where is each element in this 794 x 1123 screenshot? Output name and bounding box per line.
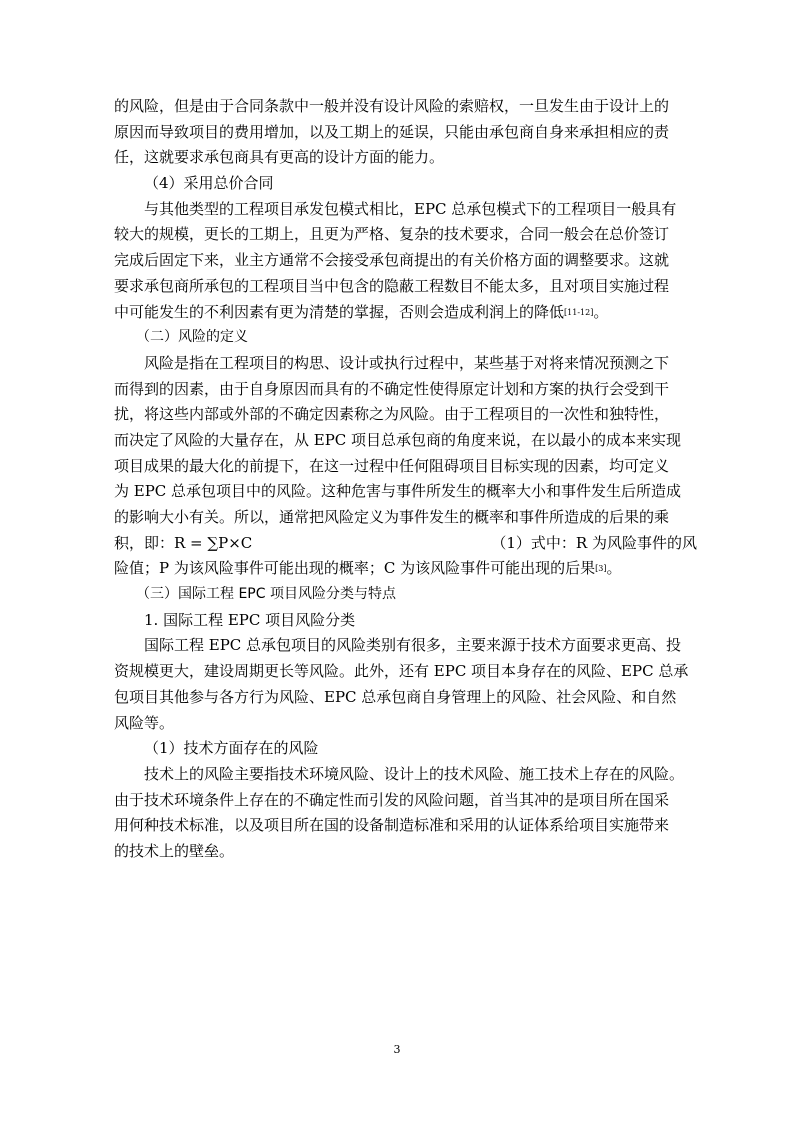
text-line: 完成后固定下来，业主方通常不会接受承包商提出的有关价格方面的调整要求。这就	[114, 251, 670, 270]
text-line	[114, 300, 697, 326]
text-line: 风险是指在工程项目的构思、设计或执行过程中，某些基于对将来情况预测之下	[144, 353, 670, 372]
line-text: 中可能发生的不利因素有更为清楚的掌握，否则会造成利润上的降低	[114, 302, 565, 321]
text-line: 资规模更大，建设周期更长等风险。此外，还有 EPC 项目本身存在的风险、EPC 总承	[114, 662, 689, 681]
text-line: 与其他类型的工程项目承发包模式相比，EPC 总承包模式下的工程项目一般具有	[144, 199, 677, 218]
formula-line	[114, 531, 697, 557]
text-line: 而得到的因素，由于自身原因而具有的不确定性使得原定计划和方案的执行会受到干	[114, 379, 670, 398]
page-number: 3	[393, 1043, 401, 1056]
text-line: 项目成果的最大化的前提下，在这一过程中任何阻碍项目目标实现的因素，均可定义	[114, 456, 670, 475]
line-text: 险值；P 为该风险事件可能出现的概率；C 为该风险事件可能出现的后果	[114, 559, 596, 578]
text-line	[114, 556, 697, 582]
text-line: 国际工程 EPC 总承包项目的风险类别有很多，主要来源于技术方面要求更高、投	[144, 636, 682, 655]
text-line: 由于技术环境条件上存在的不确定性而引发的风险问题，首当其冲的是项目所在国采	[114, 790, 670, 809]
text-line: 而决定了风险的大量存在，从 EPC 项目总承包商的角度来说，在以最小的成本来实现	[114, 430, 682, 449]
text-line: 扰，将这些内部或外部的不确定因素称之为风险。由于工程项目的一次性和独特性，	[114, 405, 670, 424]
text-line: 风险等。	[114, 713, 175, 732]
line-end: 。	[606, 559, 622, 578]
text-line: 要求承包商所承包的工程项目当中包含的隐蔽工程数目不能太多，且对项目实施过程	[114, 276, 670, 295]
citation: [11-12]	[564, 307, 594, 317]
text-line: 包项目其他参与各方行为风险、EPC 总承包商自身管理上的风险、社会风险、和自然	[114, 687, 677, 706]
text-line: 为 EPC 总承包项目中的风险。这种危害与事件所发生的概率大小和事件发生后所造成	[114, 482, 682, 501]
subheading-4: （4）采用总价合同	[144, 174, 274, 193]
formula-note: （1）式中：R 为风险事件的风	[491, 533, 697, 552]
text-line: 任，这就要求承包商具有更高的设计方面的能力。	[114, 148, 445, 167]
text-line: 较大的规模，更长的工期上，且更为严格、复杂的技术要求，合同一般会在总价签订	[114, 225, 670, 244]
text-line: 原因而导致项目的费用增加，以及工期上的延误，只能由承包商自身来承担相应的责	[114, 122, 670, 141]
section-heading-3: （三）国际工程 EPC 项目风险分类与特点	[136, 586, 396, 603]
document-body	[114, 94, 697, 865]
citation: [3]	[595, 564, 607, 574]
section-heading-2: （二）风险的定义	[136, 329, 248, 346]
text-line: 的技术上的壁垒。	[114, 841, 235, 860]
text-line: 的风险，但是由于合同条款中一般并没有设计风险的索赔权，一旦发生由于设计上的	[114, 97, 670, 115]
text-line: 技术上的风险主要指技术环境风险、设计上的技术风险、施工技术上存在的风险。	[144, 764, 685, 783]
line-end: 。	[593, 302, 609, 321]
subheading-1: 1. 国际工程 EPC 项目风险分类	[144, 610, 356, 629]
text-line: 的影响大小有关。所以，通常把风险定义为事件发生的概率和事件所造成的后果的乘	[114, 508, 670, 526]
formula: 积，即：R = ∑P×C	[114, 533, 253, 552]
text-line: 用何种技术标准，以及项目所在国的设备制造标准和采用的认证体系给项目实施带来	[114, 816, 670, 835]
subheading-1-tech: （1）技术方面存在的风险	[144, 739, 319, 758]
